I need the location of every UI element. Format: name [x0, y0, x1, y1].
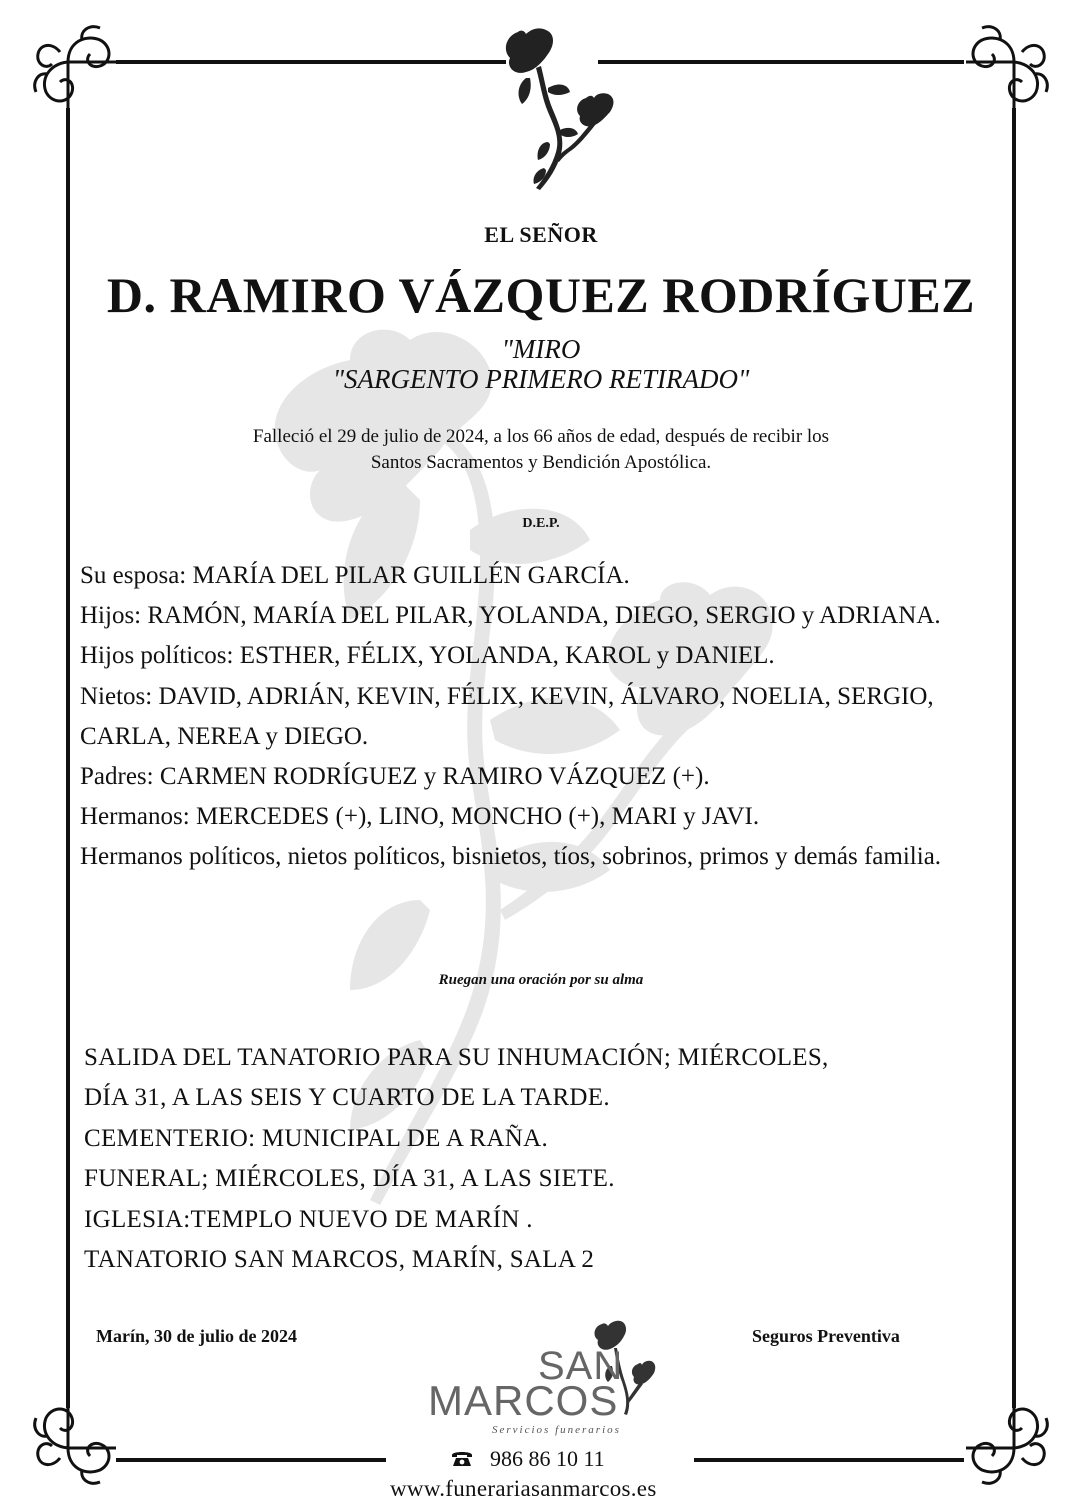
family-parents: Padres: CARMEN RODRÍGUEZ y RAMIRO VÁZQUEZ (+). [80, 763, 710, 791]
funeral-home-logo [420, 1318, 670, 1450]
website-link[interactable]: www.funerariasanmarcos.es [390, 1476, 657, 1501]
death-notice-line: Santos Sacramentos y Bendición Apostólica. [370, 452, 712, 473]
insurer-name: Seguros Preventiva [752, 1326, 900, 1346]
phone-icon [450, 1449, 474, 1467]
nickname-line: "SARGENTO PRIMERO RETIRADO" [332, 364, 750, 394]
rip-mark: D.E.P. [522, 516, 560, 531]
logo-text-san: SAN [538, 1344, 624, 1388]
frame-border-right [1012, 108, 1016, 1408]
service-line: IGLESIA:TEMPLO NUEVO DE MARÍN . [84, 1205, 533, 1233]
frame-border-bottom-right [694, 1458, 964, 1462]
ornamental-corner-icon [30, 22, 120, 112]
frame-border-top-left [116, 60, 506, 64]
ornamental-corner-icon [30, 1398, 120, 1488]
death-notice [70, 424, 1012, 476]
nickname-block [70, 334, 1012, 394]
family-grandchildren: Nietos: DAVID, ADRIÁN, KEVIN, FÉLIX, KEVIN, ÁLVARO, NOELIA, SERGIO, CARLA, NEREA y DIEGO. [80, 682, 934, 750]
logo-tagline: Servicios funerarios [492, 1424, 621, 1436]
phone-number[interactable]: 986 86 10 11 [490, 1446, 605, 1471]
phone-line [450, 1446, 605, 1472]
family-children: Hijos: RAMÓN, MARÍA DEL PILAR, YOLANDA, DIEGO, SERGIO y ADRIANA. [80, 602, 941, 630]
death-notice-line: Falleció el 29 de julio de 2024, a los 66 años de edad, después de recibir los [252, 426, 830, 447]
ornamental-corner-icon [962, 1398, 1052, 1488]
rose-icon [496, 22, 620, 192]
deceased-name: D. RAMIRO VÁZQUEZ RODRÍGUEZ [106, 267, 976, 323]
service-line: CEMENTERIO: MUNICIPAL DE A RAÑA. [84, 1124, 549, 1152]
family-siblings: Hermanos: MERCEDES (+), LINO, MONCHO (+), MARI y JAVI. [80, 803, 760, 831]
family-list [80, 556, 1000, 878]
publication-date: Marín, 30 de julio de 2024 [96, 1326, 297, 1346]
frame-border-bottom-left [116, 1458, 386, 1462]
nickname-line: "MIRO [501, 334, 581, 364]
service-line: FUNERAL; MIÉRCOLES, DÍA 31, A LAS SIETE. [84, 1165, 615, 1193]
family-children-in-law: Hijos políticos: ESTHER, FÉLIX, YOLANDA, KAROL y DANIEL. [80, 642, 775, 670]
frame-border-top-right [598, 60, 964, 64]
prayer-request: Ruegan una oración por su alma [438, 972, 644, 988]
ornamental-corner-icon [962, 22, 1052, 112]
logo-text-marcos: MARCOS [428, 1377, 619, 1424]
service-line: TANATORIO SAN MARCOS, MARÍN, SALA 2 [84, 1246, 595, 1274]
service-details [84, 1038, 1004, 1280]
honorific: EL SEÑOR [484, 222, 598, 247]
service-line: SALIDA DEL TANATORIO PARA SU INHUMACIÓN; MIÉRCOLES, [84, 1044, 829, 1071]
service-line: DÍA 31, A LAS SEIS Y CUARTO DE LA TARDE. [84, 1084, 610, 1112]
family-spouse: Su esposa: MARÍA DEL PILAR GUILLÉN GARCÍA. [80, 562, 630, 589]
family-others: Hermanos políticos, nietos políticos, bisnietos, tíos, sobrinos, primos y demás familia. [80, 843, 942, 871]
